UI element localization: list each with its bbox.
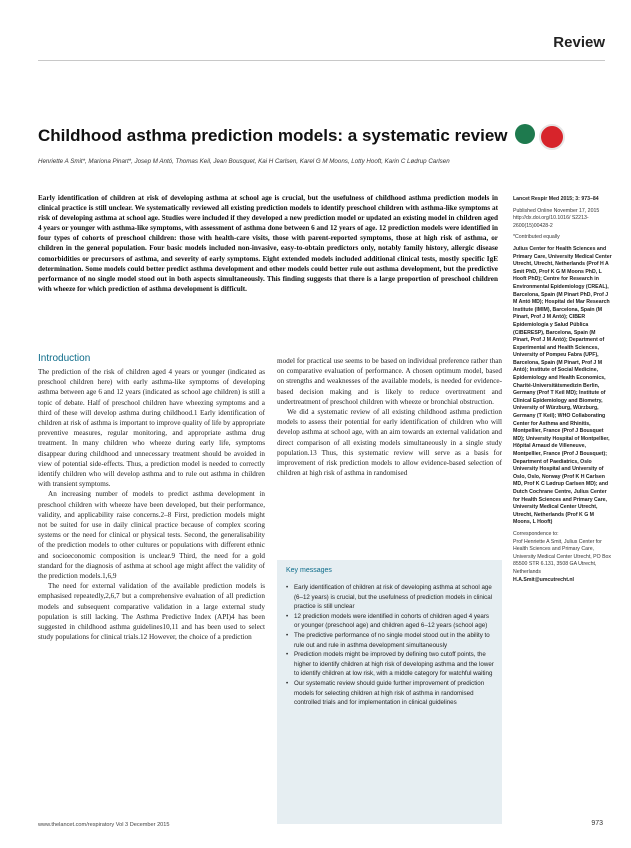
page-number: 973 — [591, 820, 603, 827]
citation: Lancet Respir Med 2015; 3: 973–84 — [513, 196, 599, 202]
key-message-item: • 12 prediction models were identified in cohorts of children aged 4 years or younger (preschool age) and children aged 6–12 years (school age) — [286, 612, 494, 631]
paragraph: An increasing number of models to predict asthma development in preschool children with wheeze have been developed, but their performance, validity, and applicability raise concerns.2–8 First, prediction models might not be suited for use in daily clinical practice because of complex scoring systems or the need for clinical or physical tests. Second, the generalisability of the prediction models to other cultures or populations with different ethnic and socioeconomic composition is unclear.9 Third, the need for a gold standard for the diagnosis of asthma at school age might affect the validity of the prediction models.1,6,9 — [38, 490, 265, 581]
author-list: Henriette A Smit*, Mariona Pinart*, Josep M Antó, Thomas Keil, Jean Bousquet, Kai H Carlsen, Karel G M Moons, Lotty Hooft, Karin C Lødrup Carlsen — [38, 158, 450, 165]
footer-journal[interactable]: www.thelancet.com/respiratory Vol 3 December 2015 — [38, 822, 170, 828]
sidebar-notes — [513, 196, 613, 584]
publication-info: Published Online November 17, 2015 http://dx.doi.org/10.1016/ S2213-2600(15)00428-2 — [513, 207, 600, 229]
journal-logos[interactable] — [515, 124, 575, 164]
paragraph: model for practical use seems to be based on individual preference rather than on comparative evaluation of performance. A chosen optimum model, based on strengths and weaknesses of the available models, is needed for evidence-based decision making and is likely to reduce overtreatment and undertreatment of preschool children with wheeze or bronchial obstruction. — [277, 357, 502, 406]
body-column-left — [38, 367, 265, 642]
affiliations: Julius Center for Health Sciences and Primary Care, University Medical Center Utrecht, Utrecht, Netherlands (Prof H A Smit PhD, Prof K G M Moons PhD, L Hooft PhD); Centre for Research in Environmental Epidemiology (CREAL), Barcelona, Spain (M Pinart PhD, Prof J M Antó MD); Hospital del Mar Research Institute (IMIM), Barcelona, Spain (M Pinart, Prof J M Antó); CIBER Epidemiología y Salud Pública (CIBERESP), Barcelona, Spain (M Pinart, Prof J M Antó); Department of Experimental and Health Sciences, University of Pompeu Fabra (UPF), Barcelona, Spain (M Pinart, Prof J M Antó); Institute of Social Medicine, Epidemiology and Health Economics, Charité-Universitätsmedizin Berlin, Germany (Prof T Keil MD); Institute of Clinical Epidemiology and Biometry, University of Würzburg, Würzburg, Germany (T Keil); WHO Collaborating Center for Asthma and Rhinitis, Montpellier, France (Prof J Bousquet MD); University Hospital of Montpellier, Hôpital Arnaud de Villeneuve, Montpellier, France (Prof J Bousquet); Department of Paediatrics, Oslo University Hospital and University of Oslo, Oslo, Norway (Prof K H Carlsen MD, Prof K C Lødrup Carlsen MD); and Dutch Cochrane Centre, Julius Center for Health Sciences and Primary Care, University Medical Center Utrecht, Utrecht, Netherlands (Prof K G M Moons, L Hooft) — [513, 245, 612, 526]
oa-logo-icon — [515, 124, 535, 144]
correspondence-label: Correspondence to: — [513, 530, 559, 537]
contribution-note: *Contributed equally — [513, 234, 560, 241]
correspondence-email[interactable]: H.A.Smit@umcutrecht.nl — [513, 576, 574, 583]
key-message-item: • The predictive performance of no single model stood out in the ability to rule out and rule in asthma development simultaneously — [286, 631, 494, 650]
abstract: Early identification of children at risk of developing asthma at school age is crucial, but the usefulness of childhood asthma prediction models in clinical practice is still unclear. We systematically reviewed all existing prediction models to identify preschool children with asthma-like symptoms at risk of developing asthma at school age. Studies were included if they developed a new prediction model or updated an existing model in children aged 4 years or younger with asthma-like symptoms, with assessment of asthma done between 6 and 12 years of age. 12 prediction models were identified in four types of cohorts of preschool children: those with health-care visits, those with parent-reported symptoms, those at high risk of asthma, or children in the general population. Four basic models included non-invasive, easy-to-obtain predictors only, notably family history, allergic disease comorbidities or precursors of asthma, and severity of early symptoms. Eight extended models included additional clinical tests, mostly specific IgE determination. Some models could better predict asthma development and other models could better rule out asthma development, but the predictive performance of no single model stood out in both aspects simultaneously. This finding suggests that there is a large proportion of preschool children with wheeze for which prediction of asthma development is difficult. — [38, 194, 498, 293]
key-message-item: • Our systematic review should guide further improvement of prediction models for selecting children at high risk of asthma in randomised controlled trials and for implementation in clinical guidelines — [286, 679, 494, 708]
article-title: Childhood asthma prediction models: a systematic review — [38, 126, 508, 145]
paragraph: The prediction of the risk of children aged 4 years or younger (indicated as preschool children here) with early asthma-like symptoms of developing asthma between age 6 and 12 years (indicated as school age children) is still a topic of debate. Half of preschool children have wheezing symptoms and a third of these will develop asthma during childhood.1 Early identification of children at risk of asthma is important to improve quality of life by appropriate preventive measures, regular monitoring, and appropriate asthma drug treatment. In many children who wheeze during early life, symptoms disappear during childhood and unnecessary treatment should be avoided in view of potential side-effects. Thus, a prediction model is needed to correctly identify children who will develop asthma and to rule out asthma in children with transient symptoms. — [38, 368, 265, 489]
body-column-right — [277, 356, 502, 478]
header-divider — [38, 60, 605, 61]
paragraph: We did a systematic review of all existing childhood asthma prediction models to assess their potential for early identification of children who will develop asthma at school age, with an aim towards an external validation and direct comparison of all existing models simultaneously in a single study population.13 Thus, this systematic review will serve as a basis for improvement of risk prediction models to allow evidence-based selection of children at high risk of asthma in randomised — [277, 408, 502, 478]
correspondence-address: Prof Henriette A Smit, Julius Center for Health Sciences and Primary Care, University Medical Center Utrecht, PO Box 85500 STR 6.131, 3508 GA Utrecht, Netherlands — [513, 538, 612, 575]
section-label: Review — [553, 34, 605, 51]
crossmark-icon[interactable] — [539, 124, 565, 150]
key-messages-title: Key messages — [286, 567, 332, 574]
section-heading-introduction: Introduction — [38, 353, 91, 364]
key-messages-list — [286, 583, 494, 708]
key-message-item: • Early identification of children at risk of developing asthma at school age (6–12 years) is crucial, but the usefulness of prediction models in clinical practice is still unclear — [286, 583, 494, 612]
key-message-item: • Prediction models might be improved by defining two cutoff points, the higher to identify children at high risk of developing asthma and the lower to identify children at low risk, with a middle category for watchful waiting — [286, 650, 494, 679]
paragraph: The need for external validation of the available prediction models is emphasised repeatedly,2,6,7 but a comprehensive evaluation of all prediction models and subsequent comparative validation in a large external study population is still lacking. The Asthma Predictive Index (API)4 has been suggested in childhood asthma guidelines10,11 and has been used to select study populations for clinical trials.12 However, the choice of a prediction — [38, 582, 265, 642]
